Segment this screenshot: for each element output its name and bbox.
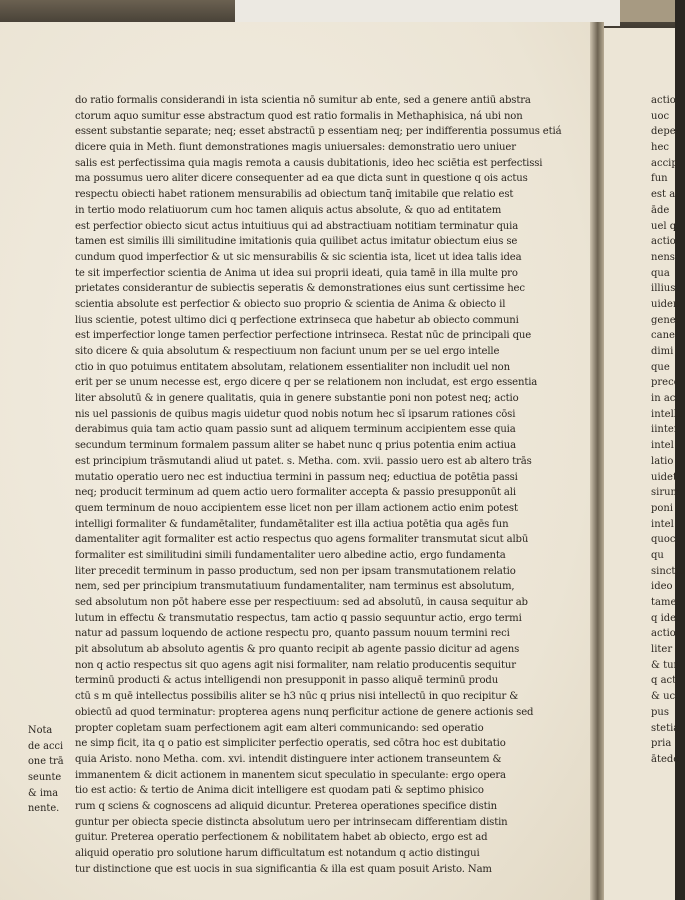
text-line: est principium trāsmutandi aliud ut patet. s. Metha. com. xvii. passio uero est ab altero trās (75, 455, 532, 467)
right-page-line: poni (651, 502, 674, 514)
text-line: secundum terminum formalem passum aliter se habet nunc q prius potentia enim actiua (75, 440, 516, 452)
text-line: respectu obiecti habet rationem mensurabilis ad obiectum tanq̄ imitabile que relatio est (75, 189, 514, 201)
right-page-line: est al (651, 189, 679, 201)
right-page-line: uiden (651, 298, 680, 310)
text-line: scientia absolute est perfectior & obiecto suo proprio & scientia de Anima & obiecto il (75, 298, 506, 310)
right-page-line: ideo (651, 581, 673, 593)
text-line: salis est perfectissima quia magis remota a causis dubitationis, ideo hec sciētia est perfectissi (75, 157, 543, 169)
right-page-text-fragments (651, 93, 685, 768)
text-line: ctio in quo potuimus entitatem absolutam, relationem essentialiter non includit uel non (75, 361, 510, 373)
margin-note-line: nente. (28, 803, 60, 815)
right-page-line: genet (651, 314, 680, 326)
right-page-line: uel q (651, 220, 677, 232)
right-page-line: iinter (651, 424, 679, 436)
text-line: aliquid operatio pro solutione harum difficultatum est notandum q actio distingui (75, 848, 480, 859)
right-page-line: qua (651, 267, 670, 279)
text-line: tamen est similis illi similitudine imitationis quia quilibet actus imitatur obiectum eius se (75, 236, 518, 248)
book-gutter (590, 22, 604, 900)
text-line: tur distinctione que est uocis in sua significantia & illa est quam posuit Aristo. Nam (75, 863, 492, 875)
right-page-line: accip (651, 157, 678, 169)
text-line: in tertio modo relatiuorum cum hoc tamen aliquis actus absolute, & quo ad entitatem (75, 204, 502, 216)
text-line: est perfectior obiecto sicut actus intuitiuus qui ad abstractiuam notitiam terminatur quia (75, 220, 519, 232)
margin-note (28, 723, 72, 817)
text-line: damentaliter agit formaliter est actio respectus quo agens formaliter transmutat sicut albū (75, 534, 529, 546)
right-page-line: tame (651, 597, 677, 608)
right-page-line: hec (651, 142, 669, 154)
margin-note-line: seunte (28, 772, 62, 784)
text-line: liter precedit terminum in passo productum, sed non per ipsam transmutationem relatio (75, 565, 516, 577)
text-line: nis uel passionis de quibus magis uidetur quod nobis notum hec sī ipsarum rationes cōsi (75, 408, 516, 420)
right-page-line: fun (651, 173, 668, 185)
text-line: do ratio formalis considerandi in ista scientia nō sumitur ab ente, sed a genere antiū abstra (75, 95, 531, 106)
text-line: lutum in effectu & transmutatio respectus, tam actio q passio sequuntur actio, ergo termi (75, 612, 522, 624)
right-page-line: intel (651, 440, 674, 452)
text-line: prietates considerantur de subiectis seperatis & demonstrationes eius sunt certissime hec (75, 283, 525, 295)
right-page-line: uidet (651, 471, 677, 483)
text-line: terminū producti & actus intelligendi non presupponit in passo aliquē terminū produ (75, 675, 499, 687)
text-line: lius scientie, potest ultimo dici q perfectione extrinseca que habetur ab obiecto communi (75, 314, 519, 326)
text-line: quia Aristo. nono Metha. com. xvi. intendit distinguere inter actionem transeuntem & (75, 753, 502, 765)
right-page-line: latio (651, 455, 674, 467)
right-page-line: intel (651, 518, 674, 530)
main-text-block (75, 93, 562, 877)
text-line: sed absolutum non pōt habere esse per respectiuum: sed ad absolutū, in causa sequitur ab (75, 597, 528, 608)
text-line: intelligi formaliter & fundamētaliter, fundamētaliter est illa actiua potētia qua agēs fun (75, 518, 509, 530)
right-page-line: q ide (651, 612, 677, 624)
text-line: cundum quod imperfectior & ut sic mensurabilis & sic scientia ista, licet ut idea talis idea (75, 251, 522, 263)
text-line: obiectū ad quod terminatur: propterea agens nunq perficitur actione de genere actionis sed (75, 706, 534, 718)
text-line: non q actio respectus sit quo agens agit nisi formaliter, nam relatio producentis sequitur (75, 659, 516, 671)
right-page-line: qu (651, 549, 664, 561)
text-line: rum q sciens & cognoscens ad aliquid dicuntur. Preterea operationes specifice distin (75, 800, 497, 812)
right-page-line: dimi (651, 346, 674, 357)
right-page-line: pus (651, 706, 669, 718)
right-page-line: sinctio (651, 565, 685, 577)
right-page-line: actio (651, 236, 676, 248)
text-line: ctū s m quē intellectus possibilis aliter se h3 nūc q prius nisi intellectū in quo recipitur & (75, 691, 519, 703)
right-page-line: cane (651, 330, 675, 342)
text-line: tio est actio: & tertio de Anima dicit intelligere est quodam pati & septimo phisico (75, 785, 484, 797)
text-line: ctorum aquo sumitur esse abstractum quod est ratio formalis in Methaphisica, ná ubi non (75, 110, 523, 122)
right-page-line: in ac (651, 393, 676, 405)
right-page-line: uoc (651, 110, 670, 122)
right-page-line: quoc (651, 534, 676, 546)
text-line: liter absolutū & in genere qualitatis, quia in genere substantie poni non potest neq; actio (75, 393, 519, 405)
right-page-line: illius (651, 283, 676, 295)
text-line: neq; producit terminum ad quem actio uero formaliter accepta & passio presupponūt ali (75, 487, 516, 499)
text-line: natur ad passum loquendo de actione respectu pro, quanto passum nouum termini reci (75, 628, 510, 640)
text-line: erit per se unum necesse est, ergo dicere q per se relationem non includat, est ergo essentia (75, 377, 538, 389)
text-line: pit absolutum ab absoluto agentis & pro quanto recipit ab agente passio dicitur ad agens (75, 644, 520, 656)
right-page-line: prece (651, 377, 680, 389)
margin-note-line: de acci (28, 740, 64, 752)
right-page-line: pria (651, 738, 672, 750)
text-line: quem terminum de nouo accipientem esse licet non per illam actionem actio enim potest (75, 502, 518, 514)
text-line: mutatio operatio uero nec est inductiua termini in passum neq; eductiua de potētia passi (75, 471, 518, 483)
text-line: immanentem & dicit actionem in manentem sicut speculatio in speculante: ergo opera (75, 769, 506, 781)
text-line: guitur. Preterea operatio perfectionem & nobilitatem habet ab obiecto, ergo est ad (75, 832, 488, 844)
margin-note-line: & ima (28, 787, 59, 799)
text-line: ne simp ficit, ita q o patio est simpliciter perfectio operatis, sed cōtra hoc est dubitatio (75, 738, 506, 750)
right-page-line: intelle (651, 408, 683, 420)
right-page-line: stetia (651, 722, 680, 734)
right-page-line: que (651, 361, 670, 373)
text-line: essent substantie separate; neq; esset abstractū p essentiam neq; per indifferentia possumus etiá (75, 126, 562, 138)
text-line: ma possumus uero aliter dicere consequenter ad ea que dicta sunt in questione q ois actus (75, 173, 528, 185)
text-line: nem, sed per principium transmutatiuum fundamentaliter, nam terminus est absolutum, (75, 581, 515, 593)
margin-note-line: Nota (28, 725, 53, 736)
right-page-line: & uc (651, 691, 676, 703)
right-page-line: & tun (651, 659, 680, 671)
text-line: propter copletam suam perfectionem agit eam alteri communicando: sed operatio (75, 722, 484, 734)
text-line: derabimus quia tam actio quam passio sunt ad aliquem terminum accipientem esse quia (75, 424, 516, 436)
right-page-line: sirum (651, 487, 681, 499)
margin-note-line: one trā (28, 756, 64, 768)
text-line: te sit imperfectior scientia de Anima ut idea sui proprii ideati, quia tamē in illa multe pro (75, 267, 518, 279)
right-page-line: depe (651, 126, 676, 138)
right-page-line: nens (651, 251, 675, 263)
right-page-line: ātedo (651, 753, 680, 765)
text-line: guntur per obiecta specie distincta absolutum uero per intrinsecam differentiam distin (75, 816, 508, 828)
right-page-line: actio (651, 95, 676, 106)
text-line: est imperfectior longe tamen perfectior perfectione intrinseca. Restat nūc de principali que (75, 330, 532, 342)
right-page-line: liter c (651, 644, 681, 656)
right-page-line: actio (651, 628, 676, 640)
text-line: sito dicere & quia absolutum & respectiuum non faciunt unum per se uel ergo intelle (75, 346, 500, 357)
background-object (620, 0, 675, 22)
text-line: formaliter est similitudini simili fundamentaliter uero albedine actio, ergo fundamenta (75, 549, 506, 561)
right-page-line: q act (651, 675, 677, 687)
text-line: dicere quia in Meth. fiunt demonstrationes magis uniuersales: demonstratio uero uniuer (75, 142, 516, 154)
right-page-line: āde (651, 204, 670, 216)
